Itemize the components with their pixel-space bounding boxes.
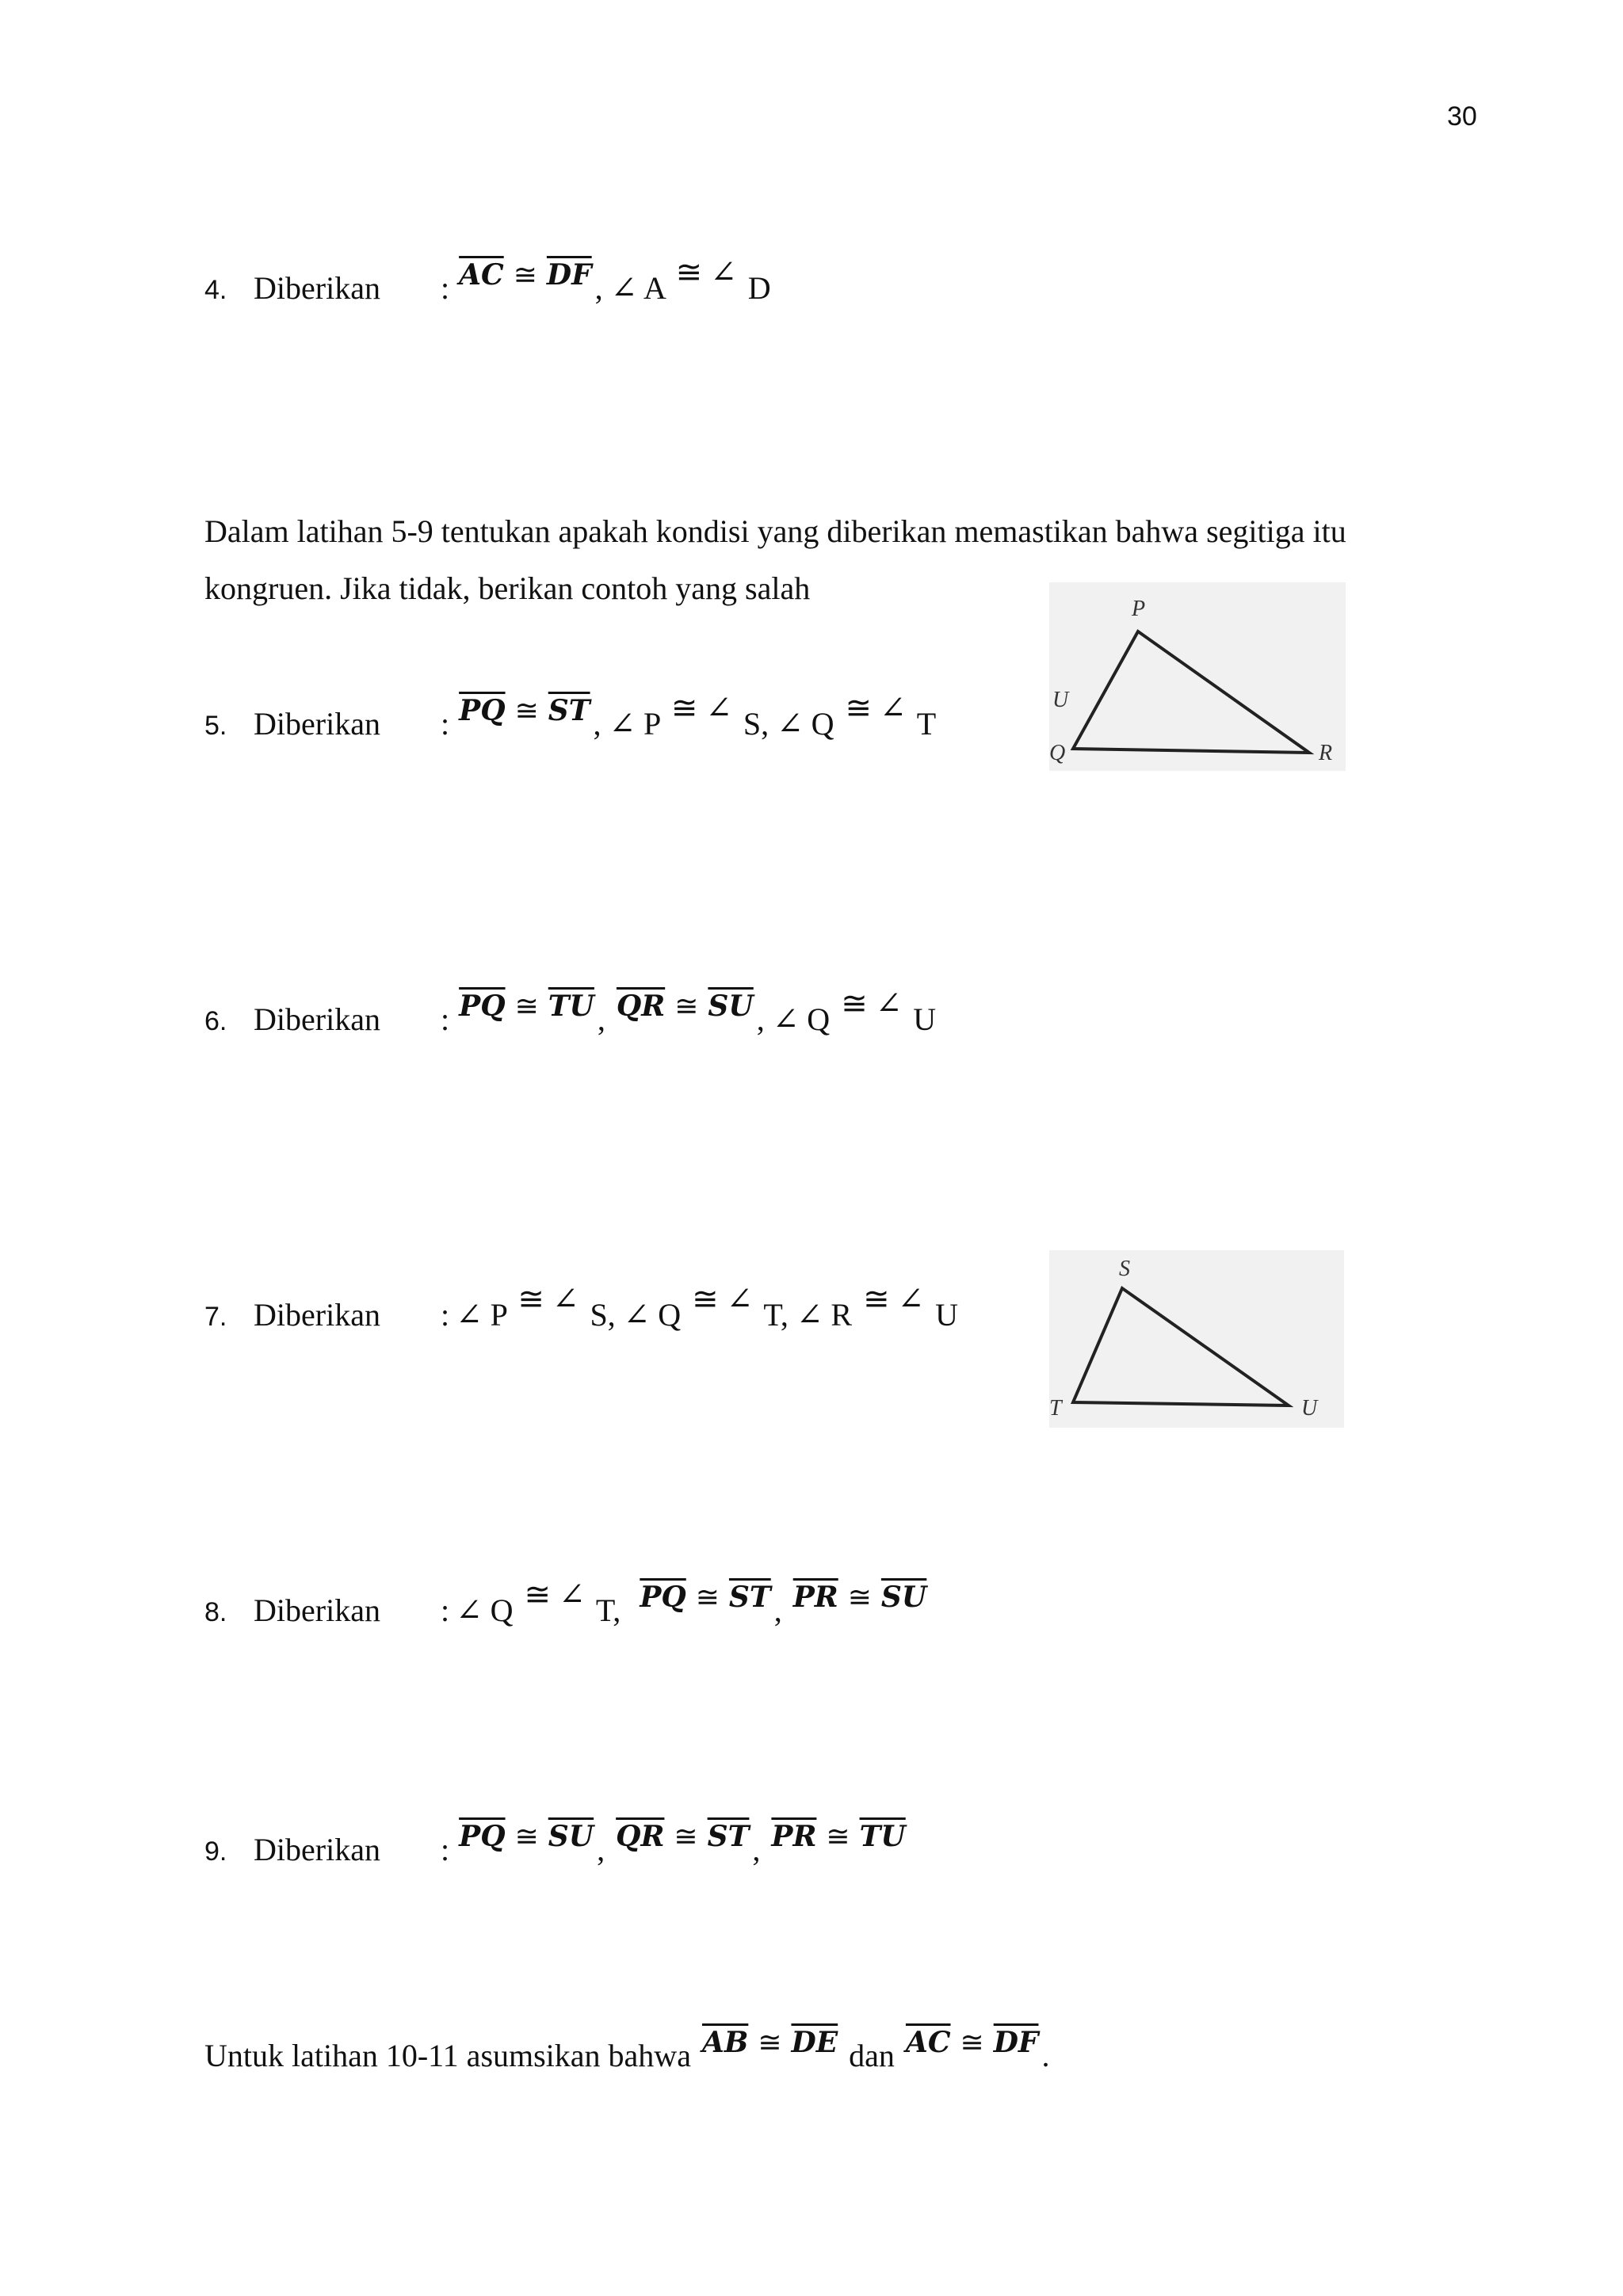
condition-text: U xyxy=(905,1001,937,1037)
footer-instruction xyxy=(204,2026,1050,2073)
condition-text: S, ∠ Q xyxy=(735,706,842,742)
congruent-angle-symbol: ≅ ∠ xyxy=(845,690,907,726)
condition-text: ∠ Q xyxy=(456,1592,521,1628)
segment-pq: $\overline{PQ}$ xyxy=(640,1581,686,1614)
exercise-item-7 xyxy=(204,1281,958,1333)
instruction-line-2: kongruen. Jika tidak, berikan contoh yang salah xyxy=(204,570,811,606)
segment-pr: $\overline{PR}$ xyxy=(771,1820,817,1853)
segment-ac: $\overline{AC}$ xyxy=(905,2026,951,2059)
item-colon: : xyxy=(441,270,450,306)
congruent-angle-symbol: ≅ ∠ xyxy=(675,254,737,290)
segment-su: $\overline{SU}$ xyxy=(548,1820,594,1853)
vertex-label-u: U xyxy=(1301,1396,1318,1421)
congruent-symbol: ≅ xyxy=(758,2027,782,2059)
item-label: Diberikan xyxy=(254,1832,380,1867)
item-number: 9. xyxy=(204,1836,227,1867)
condition-text: U xyxy=(927,1297,958,1333)
item-label: Diberikan xyxy=(254,1001,380,1037)
condition-text: D xyxy=(739,270,771,306)
vertex-label-q: Q xyxy=(1049,741,1066,765)
congruent-symbol: ≅ xyxy=(960,2027,984,2059)
triangle-stu-figure xyxy=(1049,1250,1344,1428)
triangle-stu-shape xyxy=(1073,1288,1289,1405)
congruent-symbol: ≅ xyxy=(513,259,537,292)
condition-text: Untuk latihan 10-11 asumsikan bahwa xyxy=(204,2038,699,2073)
item-label: Diberikan xyxy=(254,706,380,742)
item-number: 7. xyxy=(204,1302,227,1332)
item-condition xyxy=(441,690,937,742)
segment-qr: $\overline{QR}$ xyxy=(616,1820,665,1853)
segment-su: $\overline{SU}$ xyxy=(708,990,754,1023)
page-number: 30 xyxy=(1447,101,1477,132)
segment-pq: $\overline{PQ}$ xyxy=(459,1820,506,1853)
item-label: Diberikan xyxy=(254,1297,380,1333)
congruent-symbol: ≅ xyxy=(514,990,539,1023)
segment-df: $\overline{DF}$ xyxy=(546,258,592,292)
instruction-line-1: Dalam latihan 5-9 tentukan apakah kondisi yang diberikan memastikan bahwa segitiga itu xyxy=(204,513,1346,549)
congruent-angle-symbol: ≅ ∠ xyxy=(841,986,903,1021)
exercise-item-4 xyxy=(204,254,771,306)
segment-df: $\overline{DF}$ xyxy=(993,2026,1039,2059)
segment-su: $\overline{SU}$ xyxy=(880,1581,927,1614)
item-colon: : xyxy=(441,1832,450,1867)
item-label: Diberikan xyxy=(254,1592,380,1628)
segment-tu: $\overline{TU}$ xyxy=(859,1820,906,1853)
vertex-label-p: P xyxy=(1132,597,1146,621)
item-condition xyxy=(441,1820,909,1867)
segment-de: $\overline{DE}$ xyxy=(791,2026,838,2059)
congruent-angle-symbol: ≅ ∠ xyxy=(863,1281,925,1317)
segment-qr: $\overline{QR}$ xyxy=(616,990,666,1023)
congruent-angle-symbol: ≅ ∠ xyxy=(524,1577,586,1612)
triangle-pqr-figure xyxy=(1049,582,1346,771)
condition-text: , ∠ A xyxy=(594,270,673,306)
item-number: 8. xyxy=(204,1597,227,1627)
congruent-symbol: ≅ xyxy=(695,1581,720,1614)
item-colon: : xyxy=(441,1297,450,1333)
congruent-symbol: ≅ xyxy=(674,990,699,1023)
congruent-angle-symbol: ≅ ∠ xyxy=(692,1281,754,1317)
segment-ab: $\overline{AB}$ xyxy=(701,2026,749,2059)
exercise-item-8 xyxy=(204,1577,927,1628)
condition-text: T xyxy=(909,706,937,742)
condition-text: dan xyxy=(841,2038,903,2073)
exercise-item-9 xyxy=(204,1820,906,1867)
segment-ac: $\overline{AC}$ xyxy=(459,258,504,292)
congruent-symbol: ≅ xyxy=(514,1821,539,1853)
vertex-label-s: S xyxy=(1119,1257,1130,1281)
congruent-symbol: ≅ xyxy=(826,1821,850,1853)
vertex-label-u: U xyxy=(1052,688,1069,712)
condition-text: S, ∠ Q xyxy=(582,1297,689,1333)
item-condition xyxy=(441,254,771,306)
item-condition xyxy=(441,986,937,1037)
congruent-symbol: ≅ xyxy=(847,1581,872,1614)
item-colon: : xyxy=(441,1592,450,1628)
condition-text: , xyxy=(597,1832,613,1867)
item-colon: : xyxy=(441,1001,450,1037)
item-number: 4. xyxy=(204,275,227,305)
condition-text: ∠ P xyxy=(456,1297,515,1333)
item-label: Diberikan xyxy=(254,270,380,306)
vertex-label-t: T xyxy=(1049,1396,1062,1421)
item-condition xyxy=(441,1577,930,1628)
condition-text: , xyxy=(752,1832,769,1867)
triangle-pqr-svg xyxy=(1049,582,1346,771)
condition-text: T, xyxy=(588,1592,637,1628)
condition-text: T, ∠ R xyxy=(756,1297,861,1333)
segment-tu: $\overline{TU}$ xyxy=(548,990,594,1023)
segment-pq: $\overline{PQ}$ xyxy=(459,694,506,727)
exercise-item-5 xyxy=(204,690,937,742)
exercise-item-6 xyxy=(204,986,937,1037)
vertex-label-r: R xyxy=(1319,741,1333,765)
triangle-stu-svg xyxy=(1049,1250,1344,1428)
segment-st: $\overline{ST}$ xyxy=(728,1581,771,1614)
congruent-angle-symbol: ≅ ∠ xyxy=(670,690,732,726)
triangle-pqr-shape xyxy=(1073,631,1309,753)
item-number: 5. xyxy=(204,711,227,741)
item-number: 6. xyxy=(204,1006,227,1036)
segment-pq: $\overline{PQ}$ xyxy=(459,990,506,1023)
condition-text: , xyxy=(773,1592,790,1628)
segment-st: $\overline{ST}$ xyxy=(707,1820,750,1853)
item-colon: : xyxy=(441,706,450,742)
congruent-symbol: ≅ xyxy=(514,695,539,727)
segment-pr: $\overline{PR}$ xyxy=(792,1581,838,1614)
condition-text: , xyxy=(597,1001,613,1037)
condition-text: , ∠ Q xyxy=(756,1001,838,1037)
condition-text: . xyxy=(1041,2038,1050,2073)
congruent-angle-symbol: ≅ ∠ xyxy=(517,1281,579,1317)
condition-text: , ∠ P xyxy=(593,706,668,742)
item-condition xyxy=(441,1281,958,1333)
congruent-symbol: ≅ xyxy=(674,1821,698,1853)
footer-condition xyxy=(204,2026,1050,2073)
segment-st: $\overline{ST}$ xyxy=(548,694,590,727)
